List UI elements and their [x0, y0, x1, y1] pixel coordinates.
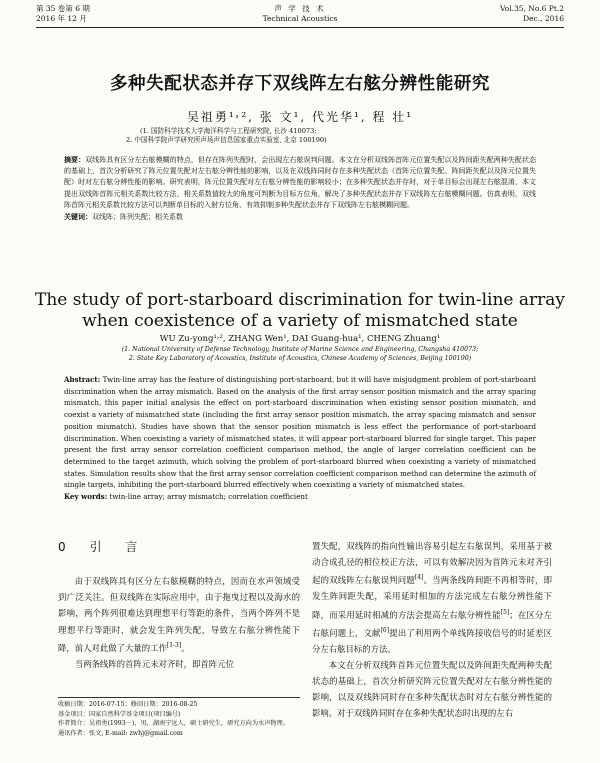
- intro-paragraph-1-text: 由于双线阵具有区分左右舷模糊的特点，因而在水声领域受到广泛关注。但双线阵在实际应用中，由于拖曳过程以及海水的影响，两个阵列很难达到理想平行等距的条件，当两个阵列不是理想平行等距时，就会发生阵列失配，导致左右舷分辨性能下降，前人对此做了大量的工作: [58, 576, 300, 653]
- cn-abstract-label: 摘要：: [64, 156, 86, 164]
- en-abstract-text: Twin-line array has the feature of distinguishing port-starboard, but it will have misjudgment problem of port-starboard discrimination when the array mismatch. Based on the analysis of the first array sensor position mismatch and the array spacing mismatch, this paper initial analysis the effect on port-starboard discrimination when existing sensor position mismatch, and coexist a variety of mismatched state (including the first array sensor position mismatch, the array spacing mismatch and sensor position mismatch). Studies have shown that the sensor position mismatch is less effect the performance of port-starboard discrimination. When coexisting a variety of mismatched states, it will appear port-starboard blurred for single target. This paper present the first array sensor correlation coefficient comparison method, the angle of larger correlation coefficient can be determined to the target azimuth, which solving the problem of port-starboard blurred when coexisting a variety of mismatched states. Simulation results show that the first array sensor correlation coefficient comparison method can determine the azimuth of single targets, inhibiting the port-starboard blurred effectively when coexisting a variety of mismatched states.: [64, 375, 536, 490]
- left-column: [58, 538, 300, 672]
- cn-affiliation-2: 2. 中国科学院声学研究所声场声信息国家重点实验室, 北京 100190): [126, 136, 327, 144]
- citation-4: [4]: [414, 574, 424, 582]
- cn-affiliation-1: (1. 国防科学技术大学海洋科学与工程研究院, 长沙 410073;: [140, 127, 317, 135]
- cn-keywords-text: 双线阵；阵列失配；相关系数: [92, 213, 183, 222]
- en-keywords-text: twin-line array; array mismatch; correlation coefficient: [109, 492, 308, 502]
- en-affiliation-1: (1. National University of Defense Technology, Institute of Marine Science and Engineering, Changsha 410073;: [121, 346, 479, 353]
- date-cn: 2016 年 12 月: [36, 14, 87, 23]
- intro-paragraph-3: [312, 538, 552, 657]
- date-en: Dec., 2016: [523, 14, 564, 23]
- en-keywords-label: Key words:: [64, 492, 108, 502]
- en-abstract: [64, 374, 536, 491]
- cn-keywords-label: 关键词：: [64, 213, 92, 222]
- intro-paragraph-4: 本文在分析双线阵首阵元位置失配以及阵间距失配两种失配状态的基础上，首次分析研究阵元位置失配对左右舷分辨性能的影响，以及双线阵同时存在多种失配状态时对左右舷分辨性能的影响。对于双线阵同时存在多种失配状态时出现的左右: [312, 659, 552, 719]
- footnote-email: E-mail: zwhj@gmail.com: [105, 729, 183, 737]
- volume-en: Vol.35, No.6 Pt.2: [499, 4, 564, 13]
- en-keywords: [64, 491, 536, 503]
- en-affiliation-2: 2. State Key Laboratory of Acoustics, Institute of Acoustics, Chinese Academy of Sciences, Beijing 100190): [128, 355, 472, 362]
- intro-paragraph-3-part-b: 。当两条线阵间距不再相等时，即发生阵间距失配，采用延时相加的方法完成左右舷分辨性能下降，而采用延时相减的方法会提高左右舷分辨性能: [312, 575, 553, 620]
- cn-keywords: [64, 212, 536, 223]
- footnote-author: 作者简介：吴祖勇(1993－)，男，湖南宁远人，硕士研究生，研究方向为水声物理。: [58, 720, 289, 727]
- en-abstract-block: [64, 374, 536, 503]
- en-authors: WU Zu-yong¹˒², ZHANG Wen¹, DAI Guang-hua¹, CHENG Zhuang¹: [159, 334, 441, 344]
- cn-title: 多种失配状态并存下双线阵左右舷分辨性能研究: [109, 74, 491, 94]
- header-rule: [36, 27, 564, 28]
- en-abstract-label: Abstract:: [64, 375, 101, 384]
- footnote-block: [58, 700, 304, 738]
- en-title-line-2: when coexistence of a variety of mismatched state: [82, 311, 518, 331]
- citation-6: [6]: [380, 626, 390, 634]
- footnote-received: 收稿日期：2016-07-15；修回日期：2016-08-25: [58, 701, 198, 708]
- journal-name-cn: 声 学 技 术: [274, 4, 326, 13]
- intro-paragraph-2: 当两条线阵的首阵元未对齐时，即首阵元位: [74, 658, 234, 669]
- footnote-contact-name: 通讯作者：张文: [58, 729, 102, 737]
- footnote-contact: 通讯作者：张文, E-mail: zwhj@gmail.com: [58, 729, 183, 737]
- en-title-line-1: The study of port-starboard discrimination for twin-line array: [35, 290, 565, 310]
- en-title: [0, 290, 600, 332]
- running-header: [36, 4, 564, 26]
- intro-paragraph-3-part-a: 置失配，双线阵的指向性输出容易引起左右舷误判，采用基于被动合成孔径的相位校正方法，可以有效解决因为首阵元未对齐引起的双线阵左右舷误判问题: [312, 541, 552, 586]
- citation-1-3: [1-3]: [166, 641, 182, 649]
- volume-cn: 第 35 卷第 6 期: [36, 4, 90, 13]
- cn-abstract-block: [64, 155, 536, 223]
- right-column: [312, 538, 552, 722]
- cn-abstract-text: 双线阵具有区分左右舷模糊的特点，但存在阵列失配时，会出现左右舷误判问题。本文在分析双线阵首阵元位置失配以及阵间距失配两种失配状态的基础上，首次分析研究了阵元位置失配对左右舷分辨性能的影响，以及在双线阵同时存在多种失配状态（首阵元位置失配、阵间距失配以及阵元位置失配）时对左右舷分辨性能的影响。研究表明，阵元位置失配对左右舷分辨性能的影响较小；在多种失配状态并存时，对于单目标会出现左右舷混淆，本文提出双线阵首阵元相关系数比较方法，相关系数值较大的角度可判断为目标方位角，解决了多种失配状态并存下双线阵左右舷模糊问题。仿真表明，双线阵首阵元相关系数比较方法可以判断单目标的入射方位角，有效抑制多种失配状态并存下双线阵左右舷模糊问题。: [64, 156, 537, 209]
- citation-5: [5]: [500, 608, 510, 616]
- intro-paragraph-1: 由于双线阵具有区分左右舷模糊的特点，因而在水声领域受到广泛关注。但双线阵在实际应用中，由于拖曳过程以及海水的影响，两个阵列很难达到理想平行等距的条件，当两个阵列不是理想平行等距时，就会发生阵列失配，导致左右舷分辨性能下降，前人对此做了大量的工作[1-3]。: [58, 576, 300, 653]
- footnote-rule: [58, 697, 300, 698]
- journal-name-en: Technical Acoustics: [262, 14, 338, 23]
- footnote-fund: 基金项目：国家自然科学基金项目(项目编号): [58, 710, 181, 718]
- intro-paragraph-3-part-d: 提出了利用两个单线阵接收信号的时延差区分左右舷目标的方法。: [312, 627, 552, 654]
- cn-abstract: [64, 155, 536, 211]
- section-heading-intro: 0 引 言: [58, 540, 148, 554]
- cn-authors: 吴祖勇¹˒², 张 文¹, 代光华¹, 程 壮¹: [186, 110, 414, 124]
- intro-paragraph-3-part-c: ；在区分左右舷问题上，文献: [312, 609, 552, 638]
